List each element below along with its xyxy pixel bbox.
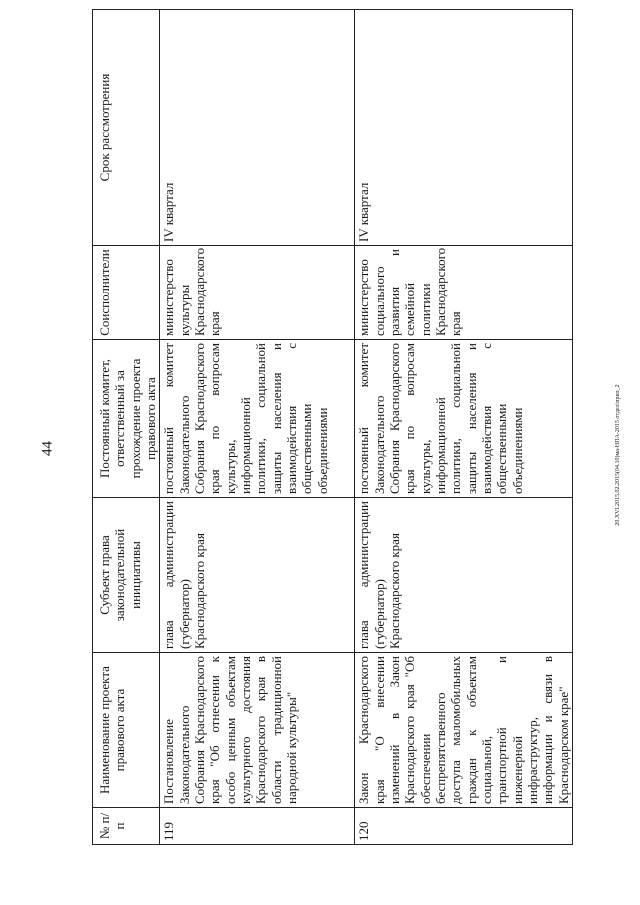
- initiative-subject: глава администрации (губернатор) Краснодарского края: [160, 498, 355, 653]
- header-committee: Постоянный комитет, ответственный за прохождение проекта правового акта: [93, 340, 160, 498]
- responsible-committee: постоянный комитет Законодательного Собрания Краснодарского края по вопросам культуры, информационной политики, социальной защиты населения и взаимодействия с общественными объединениями: [355, 340, 573, 498]
- header-coexecutors: Соисполнители: [93, 246, 160, 340]
- initiative-subject: глава администрации (губернатор) Краснодарского края: [355, 498, 573, 653]
- header-term: Срок рассмотрения: [93, 10, 160, 246]
- header-act-name: Наименование проекта правового акта: [93, 653, 160, 808]
- responsible-committee: постоянный комитет Законодательного Собрания Краснодарского края по вопросам культуры, информационной политики, социальной защиты населения и взаимодействия с общественными объединениями: [160, 340, 355, 498]
- review-term: IV квартал: [160, 10, 355, 246]
- coexecutors: министерство социального развития и семейной политики Краснодарского края: [355, 246, 573, 340]
- header-number: № п/п: [93, 808, 160, 845]
- row-number: 119: [160, 808, 355, 845]
- act-name: Постановление Законодательного Собрания Краснодарского края "Об отнесении к особо ценным объектам культурного достояния Краснодарского края в области традиционной народной культуры": [160, 653, 355, 808]
- page-number: 44: [39, 441, 56, 456]
- table-row: [160, 10, 355, 845]
- header-initiative-subject: Субъект права законодательной инициативы: [93, 498, 160, 653]
- table-row: [355, 10, 573, 845]
- coexecutors: министерство культуры Краснодарского края: [160, 246, 355, 340]
- table-header-row: [93, 10, 160, 845]
- row-number: 120: [355, 808, 573, 845]
- document-code: 20.XVI.2015.02.2015(04.10)ма-НПА-2015 отдел\прил_2: [615, 384, 621, 526]
- legislative-plan-table: [92, 9, 573, 845]
- review-term: IV квартал: [355, 10, 573, 246]
- rotated-table-container: [92, 10, 571, 845]
- act-name: Закон Краснодарского края "О внесении изменений в Закон Краснодарского края "Об обеспечении беспрепятственного доступа маломобильных граждан к объектам социальной, транспортной и инженерной инфраструктур, информации и связи в Краснодарском крае": [355, 653, 573, 808]
